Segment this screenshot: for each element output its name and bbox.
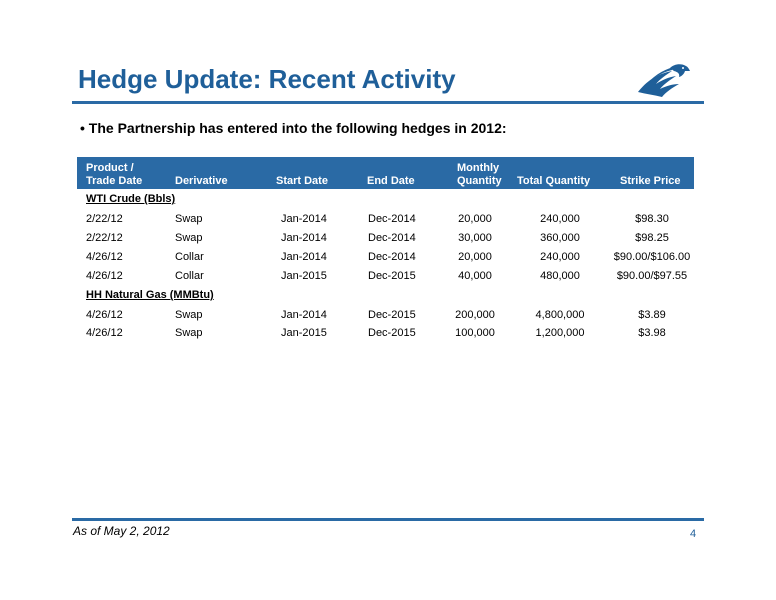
column-header-monthly-line2: Quantity — [457, 175, 502, 187]
table-row — [0, 327, 776, 341]
table-row — [0, 213, 776, 227]
cell-strike-price: $98.30 — [635, 213, 669, 225]
cell-end-date: Dec-2014 — [368, 232, 416, 244]
cell-monthly-quantity: 30,000 — [458, 232, 492, 244]
cell-start-date: Jan-2014 — [281, 309, 327, 321]
column-header-product-line2: Trade Date — [86, 175, 143, 187]
title-rule — [72, 101, 704, 104]
cell-strike-price: $90.00/$97.55 — [616, 270, 688, 282]
cell-end-date: Dec-2015 — [368, 270, 416, 282]
column-header-strike-price: Strike Price — [620, 175, 681, 187]
table-header — [77, 157, 694, 189]
table-row — [0, 251, 776, 265]
cell-start-date: Jan-2015 — [281, 327, 327, 339]
intro-bullet: • The Partnership has entered into the following hedges in 2012: — [80, 120, 507, 136]
cell-start-date: Jan-2014 — [281, 213, 327, 225]
column-header-start-date: Start Date — [276, 175, 328, 187]
cell-end-date: Dec-2014 — [368, 213, 416, 225]
table-row — [0, 309, 776, 323]
cell-total-quantity: 240,000 — [540, 251, 580, 263]
table-row — [0, 232, 776, 246]
table-row — [0, 270, 776, 284]
cell-end-date: Dec-2015 — [368, 309, 416, 321]
cell-monthly-quantity: 20,000 — [458, 213, 492, 225]
cell-end-date: Dec-2014 — [368, 251, 416, 263]
cell-monthly-quantity: 20,000 — [458, 251, 492, 263]
column-header-end-date: End Date — [367, 175, 415, 187]
cell-derivative: Collar — [175, 251, 204, 263]
cell-trade-date: 4/26/12 — [86, 327, 123, 339]
column-header-product-line1: Product / — [86, 162, 134, 174]
cell-total-quantity: 480,000 — [540, 270, 580, 282]
column-header-monthly-line1: Monthly — [457, 162, 500, 174]
cell-total-quantity: 360,000 — [540, 232, 580, 244]
page-number: 4 — [690, 528, 697, 540]
column-header-monthly-quantity — [457, 162, 502, 188]
cell-start-date: Jan-2015 — [281, 270, 327, 282]
column-header-derivative: Derivative — [175, 175, 228, 187]
cell-trade-date: 4/26/12 — [86, 270, 123, 282]
cell-trade-date: 2/22/12 — [86, 213, 123, 225]
section-hh-natural-gas: HH Natural Gas (MMBtu) — [86, 289, 214, 301]
cell-start-date: Jan-2014 — [281, 232, 327, 244]
column-header-total-quantity: Total Quantity — [517, 175, 591, 187]
cell-strike-price: $98.25 — [635, 232, 669, 244]
cell-trade-date: 2/22/12 — [86, 232, 123, 244]
cell-monthly-quantity: 40,000 — [458, 270, 492, 282]
eagle-logo-icon — [636, 62, 690, 98]
cell-strike-price: $3.98 — [638, 327, 666, 339]
footer-rule — [72, 518, 704, 521]
column-header-product — [86, 162, 142, 188]
cell-strike-price: $90.00/$106.00 — [613, 251, 691, 263]
cell-start-date: Jan-2014 — [281, 251, 327, 263]
cell-strike-price: $3.89 — [638, 309, 666, 321]
cell-derivative: Swap — [175, 309, 203, 321]
cell-derivative: Collar — [175, 270, 204, 282]
cell-derivative: Swap — [175, 213, 203, 225]
cell-total-quantity: 4,800,000 — [535, 309, 585, 321]
cell-end-date: Dec-2015 — [368, 327, 416, 339]
cell-derivative: Swap — [175, 232, 203, 244]
page-title: Hedge Update: Recent Activity — [78, 64, 456, 94]
cell-total-quantity: 240,000 — [540, 213, 580, 225]
cell-monthly-quantity: 100,000 — [455, 327, 495, 339]
section-wti-crude: WTI Crude (Bbls) — [86, 193, 176, 205]
cell-total-quantity: 1,200,000 — [535, 327, 585, 339]
as-of-date: As of May 2, 2012 — [73, 524, 170, 538]
cell-trade-date: 4/26/12 — [86, 309, 123, 321]
cell-derivative: Swap — [175, 327, 203, 339]
cell-trade-date: 4/26/12 — [86, 251, 123, 263]
cell-monthly-quantity: 200,000 — [455, 309, 495, 321]
